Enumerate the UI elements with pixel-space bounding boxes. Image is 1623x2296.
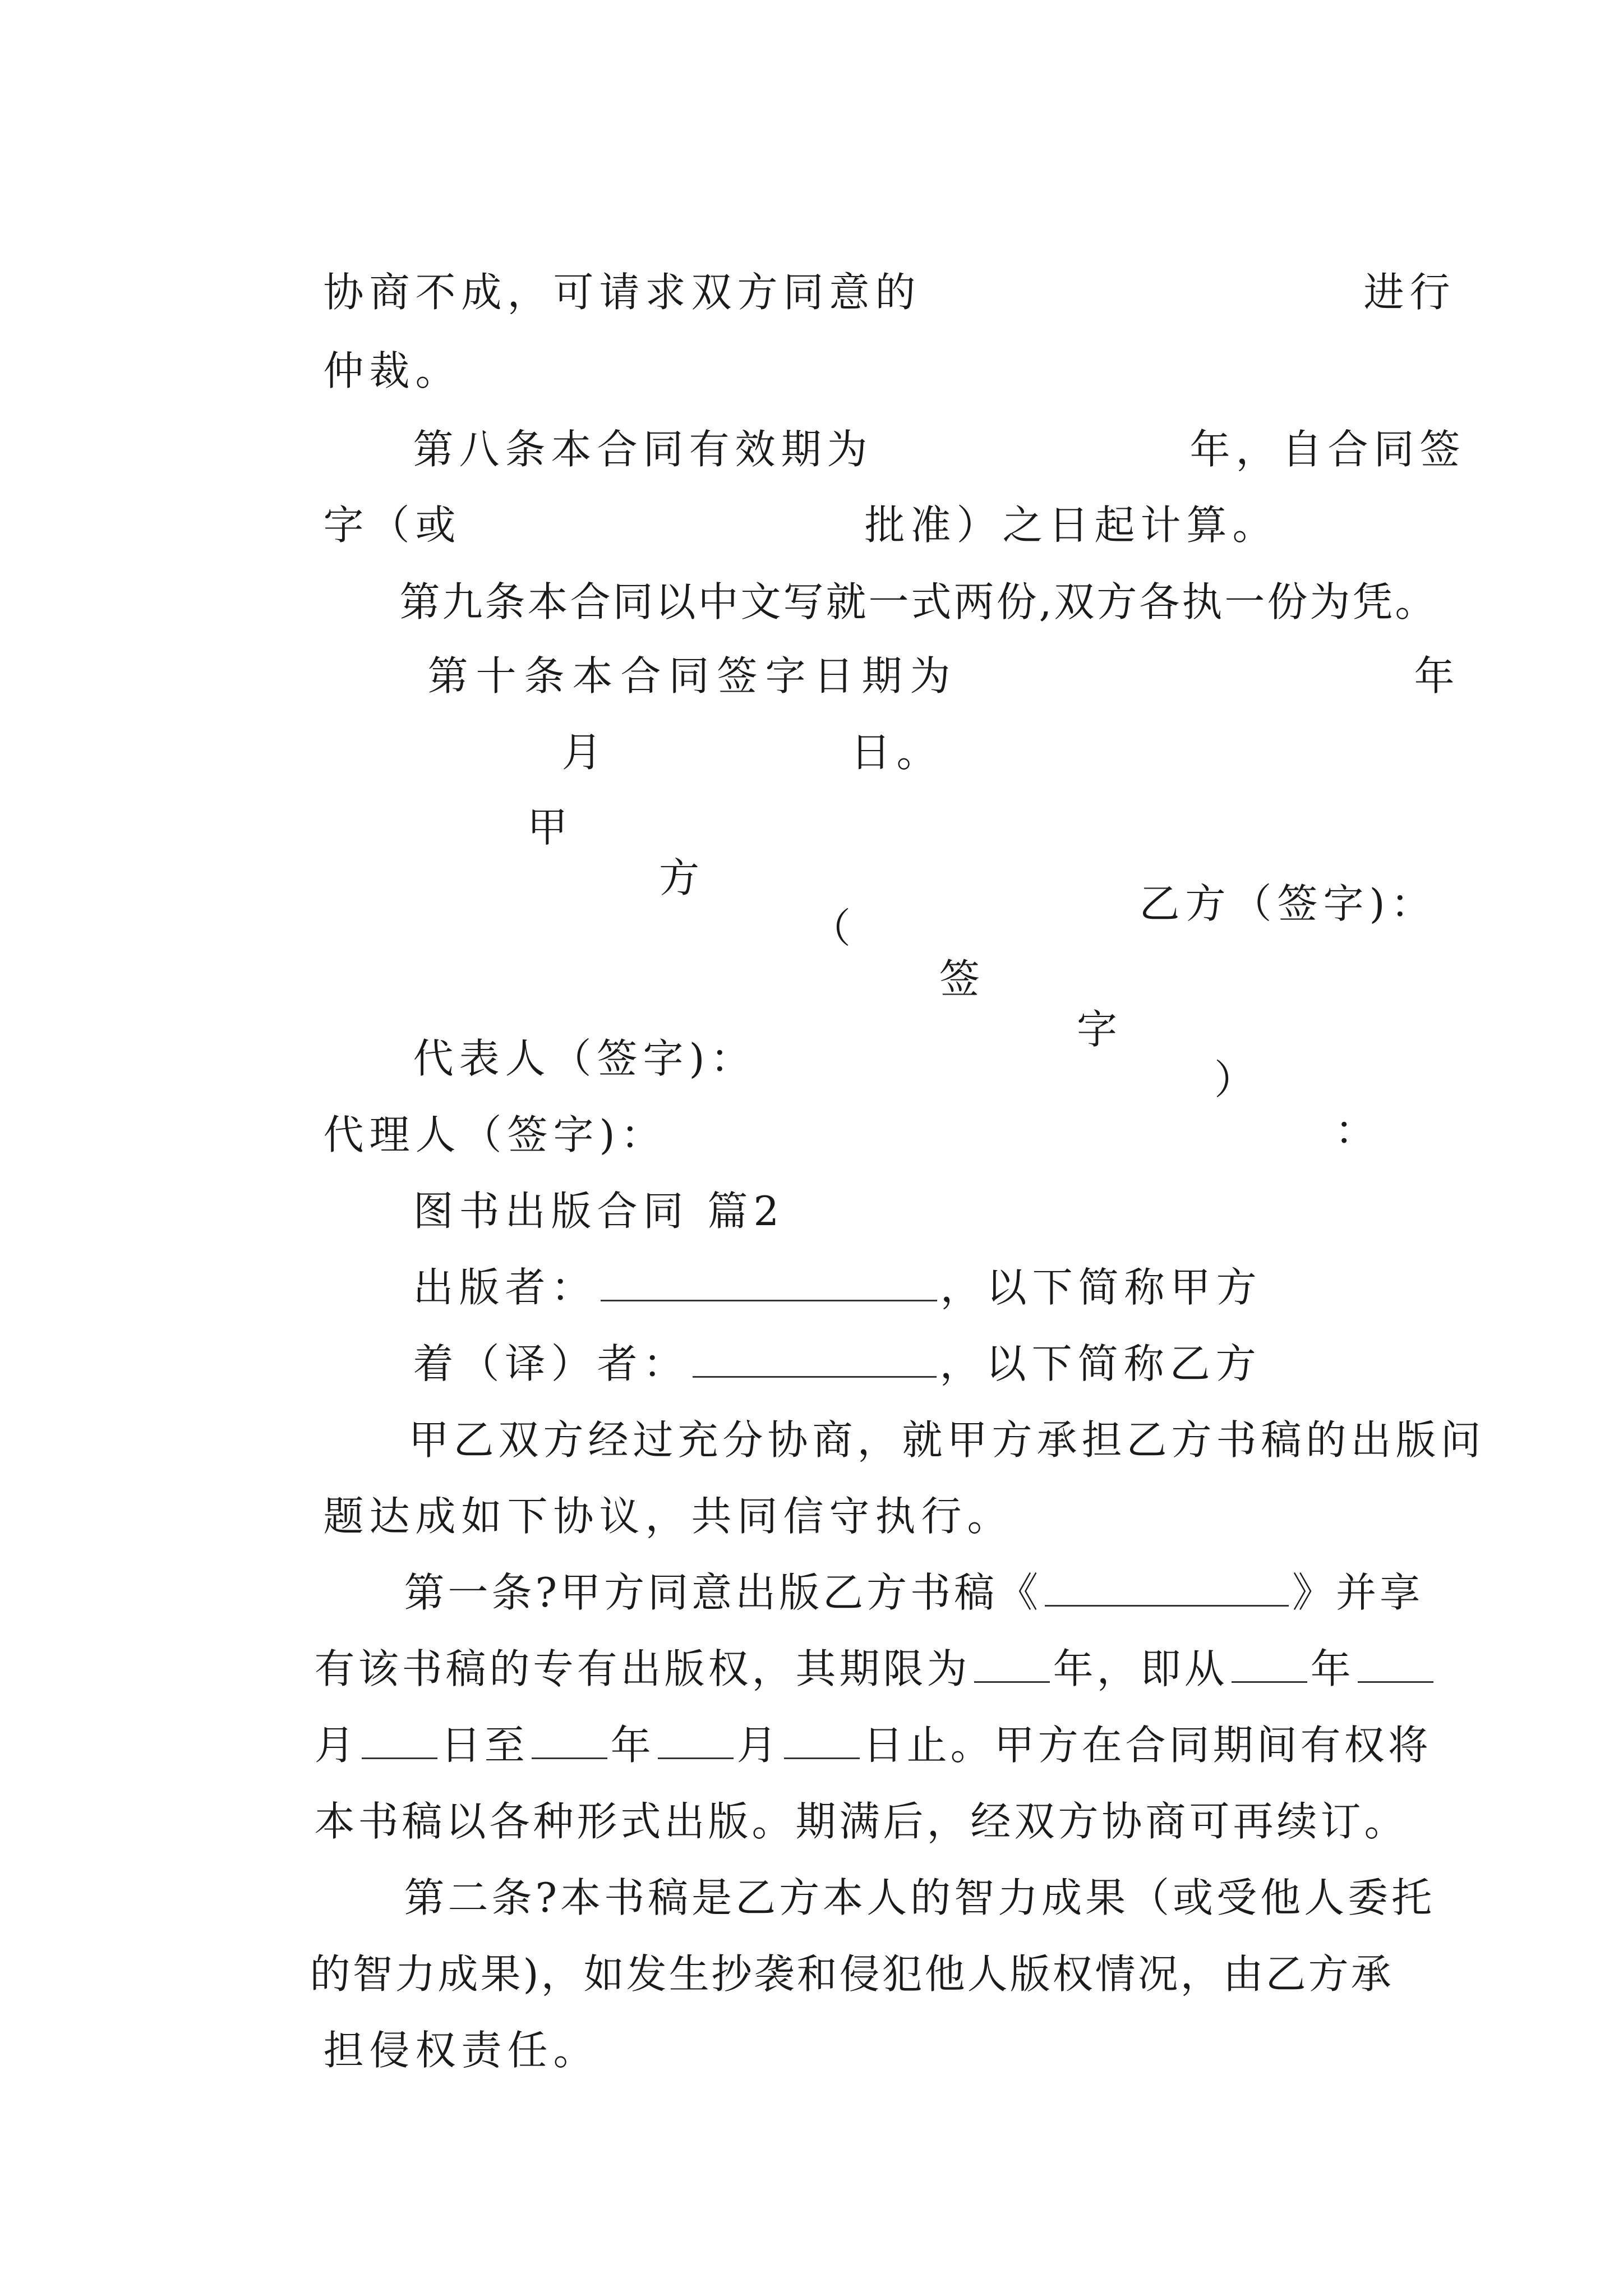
article-10-line-1-end: 年	[1414, 652, 1460, 700]
line-1-end: 进行	[1363, 269, 1456, 316]
line-2: 仲裁。	[323, 347, 462, 394]
article-2-line-1: 第二条?本书稿是乙方本人的智力成果（或受他人委托	[404, 1874, 1436, 1921]
publisher-line: 出版者： ，以下简称甲方	[413, 1264, 1262, 1311]
sig-char: 方	[659, 854, 700, 901]
agent-signature: 代理人（签字)：	[323, 1111, 667, 1158]
article-10-month: 月	[561, 729, 608, 776]
article-1-line-1: 第一条?甲方同意出版乙方书稿《 》并享	[404, 1569, 1424, 1616]
line-1: 协商不成，可请求双方同意的	[323, 269, 921, 316]
article-8-line-2: 字（或	[323, 501, 462, 549]
sig-char: ：	[1335, 1107, 1376, 1154]
article-9: 第九条本合同以中文写就一式两份,双方各执一份为凭。	[399, 578, 1438, 625]
article-8-line-1: 第八条本合同有效期为	[413, 426, 873, 473]
article-8-line-1-end: 年，自合同签	[1189, 426, 1466, 473]
sig-char: 字	[1077, 1006, 1118, 1053]
article-1-line-3: 月 日至 年 月 日止。甲方在合同期间有权将	[314, 1722, 1432, 1769]
representative-signature: 代表人（签字)：	[413, 1035, 757, 1082]
article-10-line-1: 第十条本合同签字日期为	[427, 652, 958, 700]
sig-char: 甲	[527, 804, 568, 851]
author-line: 着（译）者： ，以下简称乙方	[413, 1340, 1262, 1387]
intro-line-1: 甲乙双方经过充分协商，就甲方承担乙方书稿的出版问	[408, 1416, 1486, 1464]
sig-char: ）	[1214, 1056, 1255, 1103]
sig-char: 签	[939, 955, 980, 1002]
party-b-signature-line: 乙方（签字)：	[1139, 880, 1437, 927]
article-10-day: 日。	[850, 729, 943, 776]
contract-2-title: 图书出版合同 篇2	[413, 1188, 785, 1235]
intro-line-2: 题达成如下协议，共同信守执行。	[323, 1493, 1013, 1540]
article-1-line-4: 本书稿以各种形式出版。期满后，经双方协商可再续订。	[314, 1798, 1408, 1845]
article-1-line-2: 有该书稿的专有出版权，其期限为 年，即从 年	[250, 1593, 1437, 1745]
article-2-line-2: 的智力成果)，如发生抄袭和侵犯他人版权情况，由乙方承	[310, 1950, 1394, 1998]
article-8-line-2-end: 批准）之日起计算。	[864, 501, 1279, 549]
sig-char: （	[810, 905, 851, 952]
article-2-line-3: 担侵权责任。	[323, 2027, 600, 2074]
